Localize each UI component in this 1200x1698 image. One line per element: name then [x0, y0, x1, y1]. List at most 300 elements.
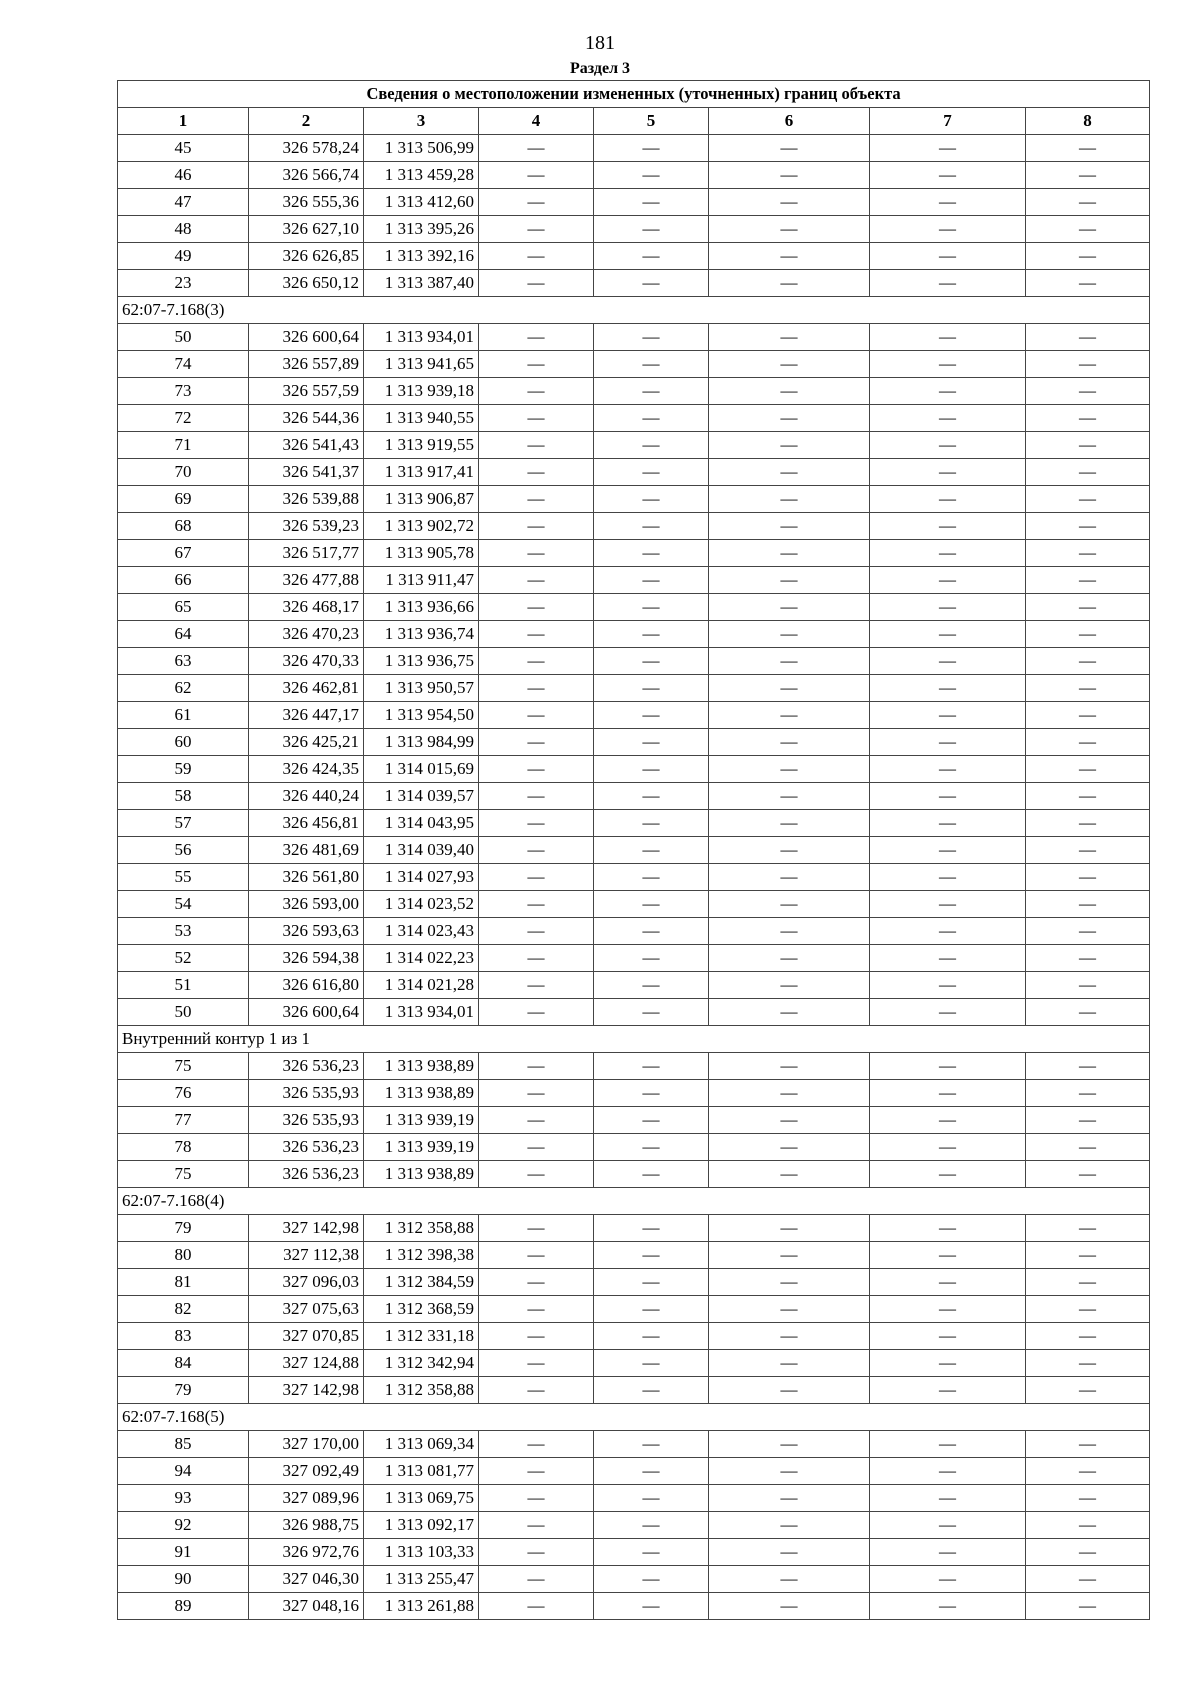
empty-value-dash: —: [709, 810, 870, 837]
table-row: [118, 729, 1150, 756]
x-coordinate-cell: 327 142,98: [249, 1215, 364, 1242]
empty-value-dash: —: [594, 1242, 709, 1269]
y-coordinate-cell: 1 313 392,16: [364, 243, 479, 270]
x-coordinate-cell: 327 096,03: [249, 1269, 364, 1296]
x-coordinate-cell: 327 142,98: [249, 1377, 364, 1404]
table-row: [118, 1161, 1150, 1188]
empty-value-dash: —: [594, 1296, 709, 1323]
empty-value-dash: —: [594, 1161, 709, 1188]
table-row: [118, 567, 1150, 594]
empty-value-dash: —: [594, 405, 709, 432]
y-coordinate-cell: 1 313 387,40: [364, 270, 479, 297]
y-coordinate-cell: 1 313 092,17: [364, 1512, 479, 1539]
empty-value-dash: —: [594, 1458, 709, 1485]
group-label: 62:07-7.168(4): [118, 1188, 1150, 1215]
empty-value-dash: —: [1026, 189, 1150, 216]
table-row: [118, 243, 1150, 270]
y-coordinate-cell: 1 313 906,87: [364, 486, 479, 513]
table-row: [118, 486, 1150, 513]
empty-value-dash: —: [870, 702, 1026, 729]
table-row: [118, 1458, 1150, 1485]
empty-value-dash: —: [1026, 513, 1150, 540]
point-number-cell: 75: [118, 1161, 249, 1188]
empty-value-dash: —: [479, 837, 594, 864]
empty-value-dash: —: [594, 243, 709, 270]
section-title: Раздел 3: [569, 60, 631, 77]
empty-value-dash: —: [1026, 540, 1150, 567]
x-coordinate-cell: 326 578,24: [249, 135, 364, 162]
y-coordinate-cell: 1 313 936,74: [364, 621, 479, 648]
empty-value-dash: —: [594, 1539, 709, 1566]
empty-value-dash: —: [1026, 1080, 1150, 1107]
empty-value-dash: —: [479, 1080, 594, 1107]
empty-value-dash: —: [594, 972, 709, 999]
x-coordinate-cell: 326 616,80: [249, 972, 364, 999]
table-row: [118, 702, 1150, 729]
table-row: [118, 1539, 1150, 1566]
point-number-cell: 62: [118, 675, 249, 702]
point-number-cell: 67: [118, 540, 249, 567]
y-coordinate-cell: 1 313 069,34: [364, 1431, 479, 1458]
empty-value-dash: —: [1026, 648, 1150, 675]
empty-value-dash: —: [870, 1296, 1026, 1323]
empty-value-dash: —: [479, 1107, 594, 1134]
empty-value-dash: —: [594, 918, 709, 945]
y-coordinate-cell: 1 313 940,55: [364, 405, 479, 432]
empty-value-dash: —: [479, 729, 594, 756]
empty-value-dash: —: [709, 270, 870, 297]
empty-value-dash: —: [709, 1485, 870, 1512]
empty-value-dash: —: [1026, 486, 1150, 513]
empty-value-dash: —: [1026, 567, 1150, 594]
group-row: [118, 297, 1150, 324]
empty-value-dash: —: [709, 756, 870, 783]
table-row: [118, 1323, 1150, 1350]
table-row: [118, 999, 1150, 1026]
group-label: 62:07-7.168(3): [118, 297, 1150, 324]
point-number-cell: 83: [118, 1323, 249, 1350]
x-coordinate-cell: 327 092,49: [249, 1458, 364, 1485]
point-number-cell: 54: [118, 891, 249, 918]
y-coordinate-cell: 1 312 384,59: [364, 1269, 479, 1296]
empty-value-dash: —: [594, 216, 709, 243]
x-coordinate-cell: 326 535,93: [249, 1107, 364, 1134]
empty-value-dash: —: [594, 189, 709, 216]
empty-value-dash: —: [1026, 1161, 1150, 1188]
table-row: [118, 1593, 1150, 1620]
x-coordinate-cell: 326 468,17: [249, 594, 364, 621]
empty-value-dash: —: [479, 1485, 594, 1512]
table-row: [118, 135, 1150, 162]
empty-value-dash: —: [870, 1080, 1026, 1107]
empty-value-dash: —: [594, 675, 709, 702]
empty-value-dash: —: [1026, 1485, 1150, 1512]
empty-value-dash: —: [709, 1377, 870, 1404]
empty-value-dash: —: [594, 621, 709, 648]
table-row: [118, 675, 1150, 702]
empty-value-dash: —: [479, 216, 594, 243]
empty-value-dash: —: [870, 1269, 1026, 1296]
x-coordinate-cell: 326 566,74: [249, 162, 364, 189]
x-coordinate-cell: 326 541,43: [249, 432, 364, 459]
empty-value-dash: —: [594, 648, 709, 675]
y-coordinate-cell: 1 313 954,50: [364, 702, 479, 729]
x-coordinate-cell: 326 481,69: [249, 837, 364, 864]
table-row: [118, 1053, 1150, 1080]
table-row: [118, 513, 1150, 540]
empty-value-dash: —: [594, 864, 709, 891]
column-number-row: [118, 108, 1150, 135]
empty-value-dash: —: [1026, 1134, 1150, 1161]
caption-row: [118, 81, 1150, 108]
empty-value-dash: —: [479, 567, 594, 594]
empty-value-dash: —: [479, 1134, 594, 1161]
x-coordinate-cell: 326 650,12: [249, 270, 364, 297]
empty-value-dash: —: [1026, 702, 1150, 729]
point-number-cell: 89: [118, 1593, 249, 1620]
empty-value-dash: —: [479, 1296, 594, 1323]
empty-value-dash: —: [1026, 891, 1150, 918]
column-number: 8: [1026, 108, 1150, 135]
empty-value-dash: —: [594, 756, 709, 783]
x-coordinate-cell: 326 477,88: [249, 567, 364, 594]
empty-value-dash: —: [709, 1512, 870, 1539]
empty-value-dash: —: [870, 162, 1026, 189]
empty-value-dash: —: [479, 675, 594, 702]
y-coordinate-cell: 1 313 984,99: [364, 729, 479, 756]
empty-value-dash: —: [1026, 999, 1150, 1026]
point-number-cell: 78: [118, 1134, 249, 1161]
y-coordinate-cell: 1 313 081,77: [364, 1458, 479, 1485]
x-coordinate-cell: 326 424,35: [249, 756, 364, 783]
y-coordinate-cell: 1 313 939,19: [364, 1134, 479, 1161]
y-coordinate-cell: 1 312 368,59: [364, 1296, 479, 1323]
table-row: [118, 351, 1150, 378]
empty-value-dash: —: [479, 1593, 594, 1620]
point-number-cell: 69: [118, 486, 249, 513]
empty-value-dash: —: [479, 918, 594, 945]
table-row: [118, 1215, 1150, 1242]
empty-value-dash: —: [1026, 432, 1150, 459]
y-coordinate-cell: 1 313 938,89: [364, 1161, 479, 1188]
empty-value-dash: —: [870, 1215, 1026, 1242]
empty-value-dash: —: [1026, 243, 1150, 270]
empty-value-dash: —: [709, 999, 870, 1026]
empty-value-dash: —: [709, 405, 870, 432]
group-row: [118, 1404, 1150, 1431]
empty-value-dash: —: [1026, 1053, 1150, 1080]
column-number: 6: [709, 108, 870, 135]
empty-value-dash: —: [870, 270, 1026, 297]
empty-value-dash: —: [479, 1215, 594, 1242]
y-coordinate-cell: 1 314 015,69: [364, 756, 479, 783]
empty-value-dash: —: [1026, 1296, 1150, 1323]
empty-value-dash: —: [870, 783, 1026, 810]
x-coordinate-cell: 326 539,88: [249, 486, 364, 513]
x-coordinate-cell: 326 593,00: [249, 891, 364, 918]
table-caption: Сведения о местоположении измененных (уточненных) границ объекта: [118, 81, 1150, 108]
y-coordinate-cell: 1 313 934,01: [364, 999, 479, 1026]
table-row: [118, 648, 1150, 675]
empty-value-dash: —: [479, 243, 594, 270]
empty-value-dash: —: [870, 1161, 1026, 1188]
point-number-cell: 49: [118, 243, 249, 270]
empty-value-dash: —: [479, 135, 594, 162]
x-coordinate-cell: 326 594,38: [249, 945, 364, 972]
empty-value-dash: —: [479, 162, 594, 189]
point-number-cell: 56: [118, 837, 249, 864]
y-coordinate-cell: 1 312 358,88: [364, 1377, 479, 1404]
empty-value-dash: —: [479, 351, 594, 378]
table-row: [118, 810, 1150, 837]
empty-value-dash: —: [1026, 1269, 1150, 1296]
empty-value-dash: —: [1026, 864, 1150, 891]
empty-value-dash: —: [709, 513, 870, 540]
page-number: 181: [585, 32, 615, 54]
group-label: 62:07-7.168(5): [118, 1404, 1150, 1431]
empty-value-dash: —: [594, 999, 709, 1026]
empty-value-dash: —: [594, 513, 709, 540]
empty-value-dash: —: [594, 1512, 709, 1539]
table-header: [118, 81, 1150, 135]
point-number-cell: 84: [118, 1350, 249, 1377]
empty-value-dash: —: [479, 540, 594, 567]
y-coordinate-cell: 1 314 039,40: [364, 837, 479, 864]
table-row: [118, 1350, 1150, 1377]
y-coordinate-cell: 1 313 936,66: [364, 594, 479, 621]
empty-value-dash: —: [1026, 1323, 1150, 1350]
empty-value-dash: —: [709, 675, 870, 702]
empty-value-dash: —: [594, 270, 709, 297]
empty-value-dash: —: [870, 378, 1026, 405]
empty-value-dash: —: [709, 972, 870, 999]
column-number: 5: [594, 108, 709, 135]
empty-value-dash: —: [594, 162, 709, 189]
point-number-cell: 51: [118, 972, 249, 999]
empty-value-dash: —: [1026, 459, 1150, 486]
empty-value-dash: —: [709, 702, 870, 729]
empty-value-dash: —: [479, 1566, 594, 1593]
empty-value-dash: —: [709, 729, 870, 756]
empty-value-dash: —: [594, 837, 709, 864]
empty-value-dash: —: [870, 594, 1026, 621]
y-coordinate-cell: 1 313 938,89: [364, 1080, 479, 1107]
y-coordinate-cell: 1 314 027,93: [364, 864, 479, 891]
empty-value-dash: —: [709, 162, 870, 189]
empty-value-dash: —: [709, 459, 870, 486]
empty-value-dash: —: [479, 1161, 594, 1188]
table-row: [118, 972, 1150, 999]
empty-value-dash: —: [870, 621, 1026, 648]
empty-value-dash: —: [709, 1431, 870, 1458]
empty-value-dash: —: [870, 216, 1026, 243]
table-row: [118, 216, 1150, 243]
point-number-cell: 53: [118, 918, 249, 945]
table-row: [118, 783, 1150, 810]
empty-value-dash: —: [870, 1053, 1026, 1080]
table-row: [118, 756, 1150, 783]
empty-value-dash: —: [1026, 783, 1150, 810]
empty-value-dash: —: [1026, 1242, 1150, 1269]
x-coordinate-cell: 327 075,63: [249, 1296, 364, 1323]
x-coordinate-cell: 326 972,76: [249, 1539, 364, 1566]
empty-value-dash: —: [594, 1134, 709, 1161]
point-number-cell: 23: [118, 270, 249, 297]
empty-value-dash: —: [870, 675, 1026, 702]
x-coordinate-cell: 326 555,36: [249, 189, 364, 216]
empty-value-dash: —: [709, 243, 870, 270]
point-number-cell: 94: [118, 1458, 249, 1485]
y-coordinate-cell: 1 313 905,78: [364, 540, 479, 567]
empty-value-dash: —: [1026, 621, 1150, 648]
empty-value-dash: —: [870, 486, 1026, 513]
empty-value-dash: —: [709, 378, 870, 405]
y-coordinate-cell: 1 313 939,19: [364, 1107, 479, 1134]
y-coordinate-cell: 1 313 069,75: [364, 1485, 479, 1512]
empty-value-dash: —: [1026, 405, 1150, 432]
empty-value-dash: —: [479, 1053, 594, 1080]
y-coordinate-cell: 1 313 255,47: [364, 1566, 479, 1593]
x-coordinate-cell: 326 456,81: [249, 810, 364, 837]
empty-value-dash: —: [870, 324, 1026, 351]
y-coordinate-cell: 1 313 934,01: [364, 324, 479, 351]
group-label: Внутренний контур 1 из 1: [118, 1026, 1150, 1053]
y-coordinate-cell: 1 312 398,38: [364, 1242, 479, 1269]
x-coordinate-cell: 326 517,77: [249, 540, 364, 567]
empty-value-dash: —: [870, 945, 1026, 972]
table-row: [118, 270, 1150, 297]
empty-value-dash: —: [1026, 675, 1150, 702]
empty-value-dash: —: [870, 135, 1026, 162]
column-number: 7: [870, 108, 1026, 135]
empty-value-dash: —: [870, 999, 1026, 1026]
y-coordinate-cell: 1 313 941,65: [364, 351, 479, 378]
empty-value-dash: —: [870, 1107, 1026, 1134]
empty-value-dash: —: [709, 540, 870, 567]
x-coordinate-cell: 326 535,93: [249, 1080, 364, 1107]
x-coordinate-cell: 326 536,23: [249, 1053, 364, 1080]
point-number-cell: 82: [118, 1296, 249, 1323]
empty-value-dash: —: [1026, 594, 1150, 621]
empty-value-dash: —: [709, 1269, 870, 1296]
x-coordinate-cell: 326 536,23: [249, 1134, 364, 1161]
empty-value-dash: —: [709, 891, 870, 918]
column-number: 1: [118, 108, 249, 135]
empty-value-dash: —: [709, 135, 870, 162]
empty-value-dash: —: [709, 945, 870, 972]
y-coordinate-cell: 1 314 022,23: [364, 945, 479, 972]
empty-value-dash: —: [870, 189, 1026, 216]
empty-value-dash: —: [594, 1107, 709, 1134]
table-row: [118, 378, 1150, 405]
empty-value-dash: —: [594, 810, 709, 837]
empty-value-dash: —: [870, 810, 1026, 837]
y-coordinate-cell: 1 313 902,72: [364, 513, 479, 540]
empty-value-dash: —: [709, 1107, 870, 1134]
y-coordinate-cell: 1 313 917,41: [364, 459, 479, 486]
empty-value-dash: —: [1026, 1350, 1150, 1377]
empty-value-dash: —: [479, 270, 594, 297]
empty-value-dash: —: [870, 459, 1026, 486]
y-coordinate-cell: 1 313 911,47: [364, 567, 479, 594]
point-number-cell: 50: [118, 999, 249, 1026]
table-row: [118, 1431, 1150, 1458]
empty-value-dash: —: [479, 756, 594, 783]
empty-value-dash: —: [1026, 1458, 1150, 1485]
empty-value-dash: —: [479, 1458, 594, 1485]
empty-value-dash: —: [1026, 1539, 1150, 1566]
x-coordinate-cell: 326 447,17: [249, 702, 364, 729]
empty-value-dash: —: [594, 729, 709, 756]
x-coordinate-cell: 326 536,23: [249, 1161, 364, 1188]
empty-value-dash: —: [870, 891, 1026, 918]
point-number-cell: 80: [118, 1242, 249, 1269]
y-coordinate-cell: 1 312 331,18: [364, 1323, 479, 1350]
empty-value-dash: —: [594, 1566, 709, 1593]
point-number-cell: 74: [118, 351, 249, 378]
table-row: [118, 891, 1150, 918]
empty-value-dash: —: [479, 459, 594, 486]
empty-value-dash: —: [594, 1485, 709, 1512]
y-coordinate-cell: 1 313 506,99: [364, 135, 479, 162]
y-coordinate-cell: 1 314 023,43: [364, 918, 479, 945]
y-coordinate-cell: 1 313 395,26: [364, 216, 479, 243]
empty-value-dash: —: [479, 486, 594, 513]
empty-value-dash: —: [594, 567, 709, 594]
empty-value-dash: —: [594, 432, 709, 459]
y-coordinate-cell: 1 313 936,75: [364, 648, 479, 675]
empty-value-dash: —: [870, 1485, 1026, 1512]
point-number-cell: 79: [118, 1215, 249, 1242]
table-row: [118, 1512, 1150, 1539]
empty-value-dash: —: [479, 702, 594, 729]
x-coordinate-cell: 327 124,88: [249, 1350, 364, 1377]
group-row: [118, 1026, 1150, 1053]
empty-value-dash: —: [709, 594, 870, 621]
empty-value-dash: —: [1026, 162, 1150, 189]
table-row: [118, 405, 1150, 432]
empty-value-dash: —: [870, 567, 1026, 594]
empty-value-dash: —: [1026, 1107, 1150, 1134]
table-row: [118, 1269, 1150, 1296]
point-number-cell: 70: [118, 459, 249, 486]
x-coordinate-cell: 327 089,96: [249, 1485, 364, 1512]
point-number-cell: 45: [118, 135, 249, 162]
empty-value-dash: —: [870, 1593, 1026, 1620]
point-number-cell: 77: [118, 1107, 249, 1134]
empty-value-dash: —: [870, 1431, 1026, 1458]
empty-value-dash: —: [479, 972, 594, 999]
empty-value-dash: —: [479, 189, 594, 216]
empty-value-dash: —: [479, 648, 594, 675]
y-coordinate-cell: 1 313 939,18: [364, 378, 479, 405]
empty-value-dash: —: [709, 1215, 870, 1242]
x-coordinate-cell: 326 988,75: [249, 1512, 364, 1539]
point-number-cell: 55: [118, 864, 249, 891]
empty-value-dash: —: [870, 756, 1026, 783]
empty-value-dash: —: [479, 432, 594, 459]
empty-value-dash: —: [1026, 216, 1150, 243]
y-coordinate-cell: 1 313 261,88: [364, 1593, 479, 1620]
column-number: 3: [364, 108, 479, 135]
empty-value-dash: —: [1026, 378, 1150, 405]
point-number-cell: 72: [118, 405, 249, 432]
empty-value-dash: —: [1026, 1431, 1150, 1458]
table-row: [118, 1296, 1150, 1323]
empty-value-dash: —: [594, 351, 709, 378]
empty-value-dash: —: [594, 486, 709, 513]
empty-value-dash: —: [709, 351, 870, 378]
